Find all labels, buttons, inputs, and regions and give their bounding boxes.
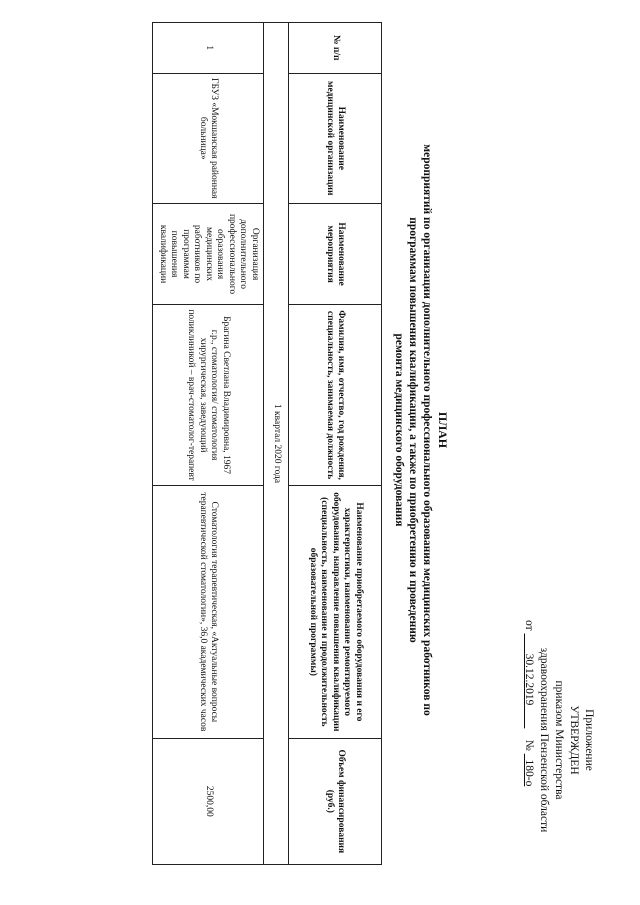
cell-equipment: Стоматология терапевтическая, «Актуальные вопросы терапевтической стоматологии», 36,0 академических часов bbox=[153, 486, 264, 739]
title-line-3: ремонта медицинского оборудования bbox=[393, 333, 405, 527]
cell-event: Организация дополнительного профессионального образования медицинских работников по программам повышения квалификации bbox=[153, 204, 264, 305]
ministry-name: здравоохранения Пензенской области bbox=[538, 647, 550, 833]
header-number: № п/п bbox=[289, 23, 382, 74]
table-row bbox=[153, 23, 264, 865]
order-number: 180-о bbox=[523, 759, 535, 787]
header-amount: Объем финансирования (руб.) bbox=[289, 738, 382, 864]
table-header-row bbox=[289, 23, 382, 865]
approval-stamp bbox=[521, 620, 596, 860]
order-date: 30.12.2019 bbox=[523, 653, 535, 706]
header-organization: Наименование медицинской организации bbox=[289, 73, 382, 204]
document-title bbox=[392, 30, 450, 830]
title-line-2: программам повышения квалификации, а также по приобретению и проведению bbox=[407, 217, 419, 643]
order-issuer-line: приказом Министерства bbox=[553, 680, 565, 800]
quarter-label: 1 квартал 2020 года bbox=[264, 23, 289, 865]
cell-amount: 2500,00 bbox=[153, 738, 264, 864]
plan-table bbox=[152, 22, 382, 865]
header-equipment: Наименование приобретаемого оборудования и его характеристики, наименование ремонтируемого оборудования, направление повышения квалификации (специальность, наименование и продолжительность образовательной программы) bbox=[289, 486, 382, 739]
appendix-label: Приложение bbox=[583, 709, 595, 771]
order-number-label: № bbox=[523, 739, 535, 751]
section-row bbox=[264, 23, 289, 865]
plan-heading: ПЛАН bbox=[436, 411, 450, 449]
header-person: Фамилия, имя, отчество, год рождения, специальность, занимаемая должность bbox=[289, 305, 382, 486]
order-date-prefix: от bbox=[523, 620, 535, 631]
cell-organization: ГБУЗ «Мокшанская районная больница» bbox=[153, 73, 264, 204]
cell-number: 1 bbox=[153, 23, 264, 74]
cell-person: Брагина Светлана Владимировна, 1967 г.р., стоматология/ стоматология хирургическая, заведующий поликлиникой – врач-стоматолог-терапевт bbox=[153, 305, 264, 486]
header-event: Наименование мероприятия bbox=[289, 204, 382, 305]
approved-label: УТВЕРЖДЕН bbox=[568, 705, 580, 775]
order-details bbox=[521, 620, 536, 860]
title-line-1: мероприятий по организации дополнительного профессионального образования медицинских работников по bbox=[421, 144, 433, 716]
